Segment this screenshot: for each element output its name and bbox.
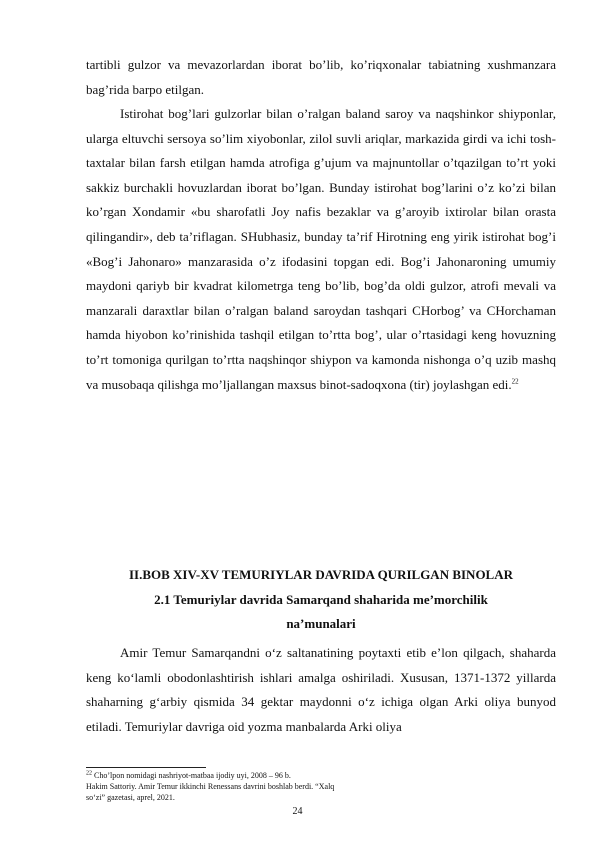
paragraph-text <box>86 102 556 397</box>
paragraph-body: Istirohat bog’lari gulzorlar bilan o’ralgan baland saroy va naqshinkor shiyponlar, ularga eltuvchi sersoya so’lim xiyobonlar, zilol suvli ariqlar, markazida girdi va ichi tosh-taxtalar bilan farsh etilgan hamda atrofiga g’ujum va majnuntollar o’tqazilgan to’rt yoki sakkiz burchakli hovuzlardan iborat bo’lgan. Bunday istirohat bog’larini o’z ko’zi bilan ko’rgan Xondamir «bu sharofatli Joy nafis bezaklar va g’aroyib ixtirolar bilan orasta qilingandir», deb ta’riflagan. SHubhasiz, bunday ta’rif Hirotning eng yirik istirohat bog’i «Bog’i Jahonaro» manzarasida o’z ifodasini topgan edi. Bog’i Jahonaroning umumiy maydoni qariyb bir kvadrat kilometrga teng bo’lib, bog’da oldi gulzor, atrofi mevali va manzarali daraxtlar bilan o’ralgan baland saroydan tashqari CHorbog’ va CHorchaman hamda hiyobon ko’rinishida tashqil etilgan to’rtta bog’, ular o’rtasidagi keng hovuzning to’rt tomoniga qurilgan to’rtta naqshinqor shiypon va kamonda nishonga o’q uzib mashq va musobaqa qilishga mo’ljallangan maxsus binot-sadoqxona (tir) joylashgan edi. <box>86 106 556 392</box>
footnote-divider <box>86 767 206 768</box>
footnote-number: 22 <box>86 770 92 777</box>
page-number: 24 <box>292 806 303 817</box>
footnote-line: so‘zi” gazetasi, aprel, 2021. <box>86 793 175 802</box>
footnote-line <box>86 771 556 782</box>
paragraph-samarkand <box>86 641 556 739</box>
footnote-text: Cho’lpon nomidagi nashriyot-matbaa ijodiy uyi, 2008 – 96 b. <box>92 771 291 780</box>
chapter-heading: II.BOB XIV-XV TEMURIYLAR DAVRIDA QURILGAN BINOLAR <box>128 567 514 582</box>
section-heading-continued: na’munalari <box>286 616 356 631</box>
paragraph-text: tartibli gulzor va mevazorlardan iborat bo’lib, ko’riqxonalar tabiatning xushmanzara bag’rida barpo etilgan. <box>86 57 556 97</box>
footnote-reference[interactable]: 22 <box>511 377 519 386</box>
paragraph-gardens <box>86 102 556 397</box>
paragraph-text: Amir Temur Samarqandni o‘z saltanatining poytaxti etib e’lon qilgach, shaharda keng ko‘lamli obodonlashtirish ishlari amalga oshiriladi. Xususan, 1371-1372 yillarda shaharning g‘arbiy qismida 34 gektar maydonni o‘z ichiga olgan Arki oliya bunyod etiladi. Temuriylar davriga oid yozma manbalarda Arki oliya <box>86 645 556 734</box>
section-heading: 2.1 Temuriylar davrida Samarqand shaharida me’morchilik <box>154 592 488 607</box>
footnote-line: Hakim Sattoriy. Amir Temur ikkinchi Renessans davrini boshlab berdi. “Xalq <box>86 782 335 791</box>
paragraph-continuation <box>86 53 556 102</box>
